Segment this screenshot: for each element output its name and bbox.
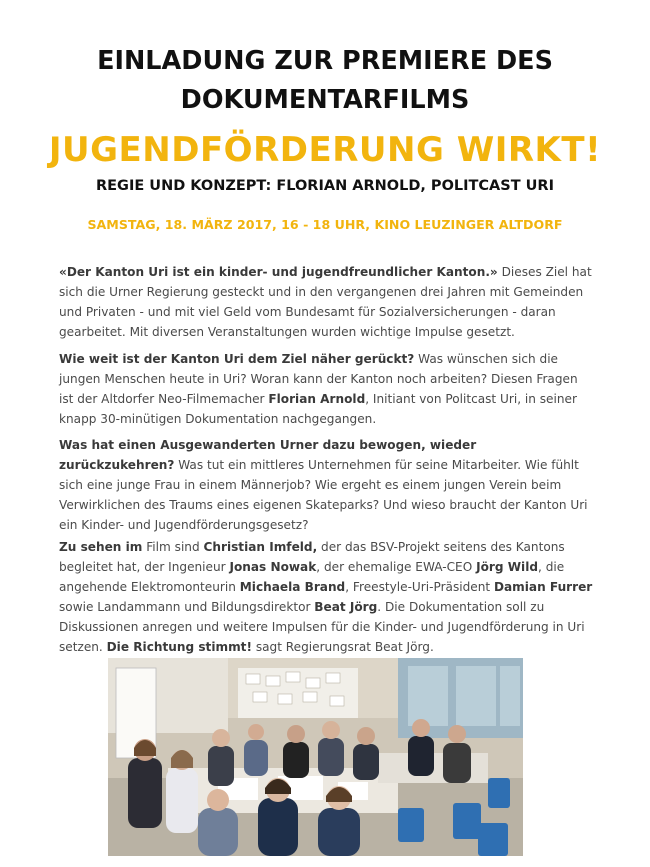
title-line-1: EINLADUNG ZUR PREMIERE DES — [97, 46, 553, 76]
paragraph-intro — [59, 262, 594, 342]
stories-text: Was tut ein mittleres Unternehmen für seine Mitarbeiter. Wie fühlt sich eine junge Frau in einem Männerjob? Wie ergeht es einem jungen Verein beim Verwirklichen des Traums eines eigenen Skateparks? Und wieso braucht der Kanton Uri ein Kinder- und Jugendförderungsgesetz? — [59, 458, 588, 532]
question-heading: Wie weit ist der Kanton Uri dem Ziel näher gerückt? — [59, 352, 415, 366]
cast-lead: Zu sehen im — [59, 540, 143, 554]
film-title: JUGENDFÖRDERUNG WIRKT! — [48, 130, 602, 170]
cast-text-8: sagt Regierungsrat Beat Jörg. — [251, 640, 434, 654]
paragraph-stories — [59, 435, 594, 535]
cast-text-7: . Die Dokumentation soll zu Diskussionen anregen und weitere Impulsen für die Kinder- und Jugendförderung in Uri setzen. — [59, 600, 585, 654]
closing-quote: Die Richtung stimmt! — [106, 640, 252, 654]
cast-name-nowak: Jonas Nowak — [229, 560, 317, 574]
event-date-location: SAMSTAG, 18. MÄRZ 2017, 16 - 18 UHR, KINO LEUZINGER ALTDORF — [87, 217, 563, 232]
paragraph-cast — [59, 537, 594, 657]
title-line-2: DOKUMENTARFILMS — [180, 85, 470, 115]
cast-text-3: , der ehemalige EWA-CEO — [316, 560, 477, 574]
question-text-1: Was wünschen sich die jungen Menschen heute in Uri? Woran kann der Kanton noch arbeiten? Diesen Fragen ist der Altdorfer Neo-Filmemacher — [59, 352, 578, 406]
credits-line: REGIE UND KONZEPT: FLORIAN ARNOLD, POLITCAST URI — [95, 178, 554, 194]
workshop-photo — [108, 658, 523, 856]
question-text-2: , Initiant von Politcast Uri, in seiner knapp 30-minütigen Dokumentation nachgegangen. — [59, 392, 577, 426]
paragraph-question — [59, 349, 594, 429]
intro-text: Dieses Ziel hat sich die Urner Regierung gesteckt und in den vergangenen drei Jahren mit Gemeinden und Privaten - und mit viel Geld vom Bundesamt für Sozialversicherungen - daran gearbeitet. Mit diversen Veranstaltungen wurden wichtige Impulse gesetzt. — [59, 265, 592, 339]
intro-quote: «Der Kanton Uri ist ein kinder- und jugendfreundlicher Kanton.» — [59, 265, 498, 279]
cast-name-brand: Michaela Brand — [239, 580, 346, 594]
cast-name-imfeld: Christian Imfeld, — [203, 540, 318, 554]
cast-text-4: , die angehende Elektromonteurin — [59, 560, 565, 594]
cast-text-2: der das BSV-Projekt seitens des Kantons begleitet hat, der Ingenieur — [59, 540, 565, 574]
workshop-photo-illustration — [108, 658, 523, 856]
cast-text-5: , Freestyle-Uri-Präsident — [345, 580, 494, 594]
cast-name-wild: Jörg Wild — [476, 560, 539, 574]
stories-heading: Was hat einen Ausgewanderten Urner dazu bewogen, wieder zurückzukehren? — [59, 438, 477, 472]
cast-text-1: Film sind — [142, 540, 204, 554]
cast-name-furrer: Damian Furrer — [493, 580, 593, 594]
cast-text-6: sowie Landammann und Bildungsdirektor — [59, 600, 315, 614]
cast-name-joerg: Beat Jörg — [314, 600, 378, 614]
director-name: Florian Arnold — [268, 392, 366, 406]
